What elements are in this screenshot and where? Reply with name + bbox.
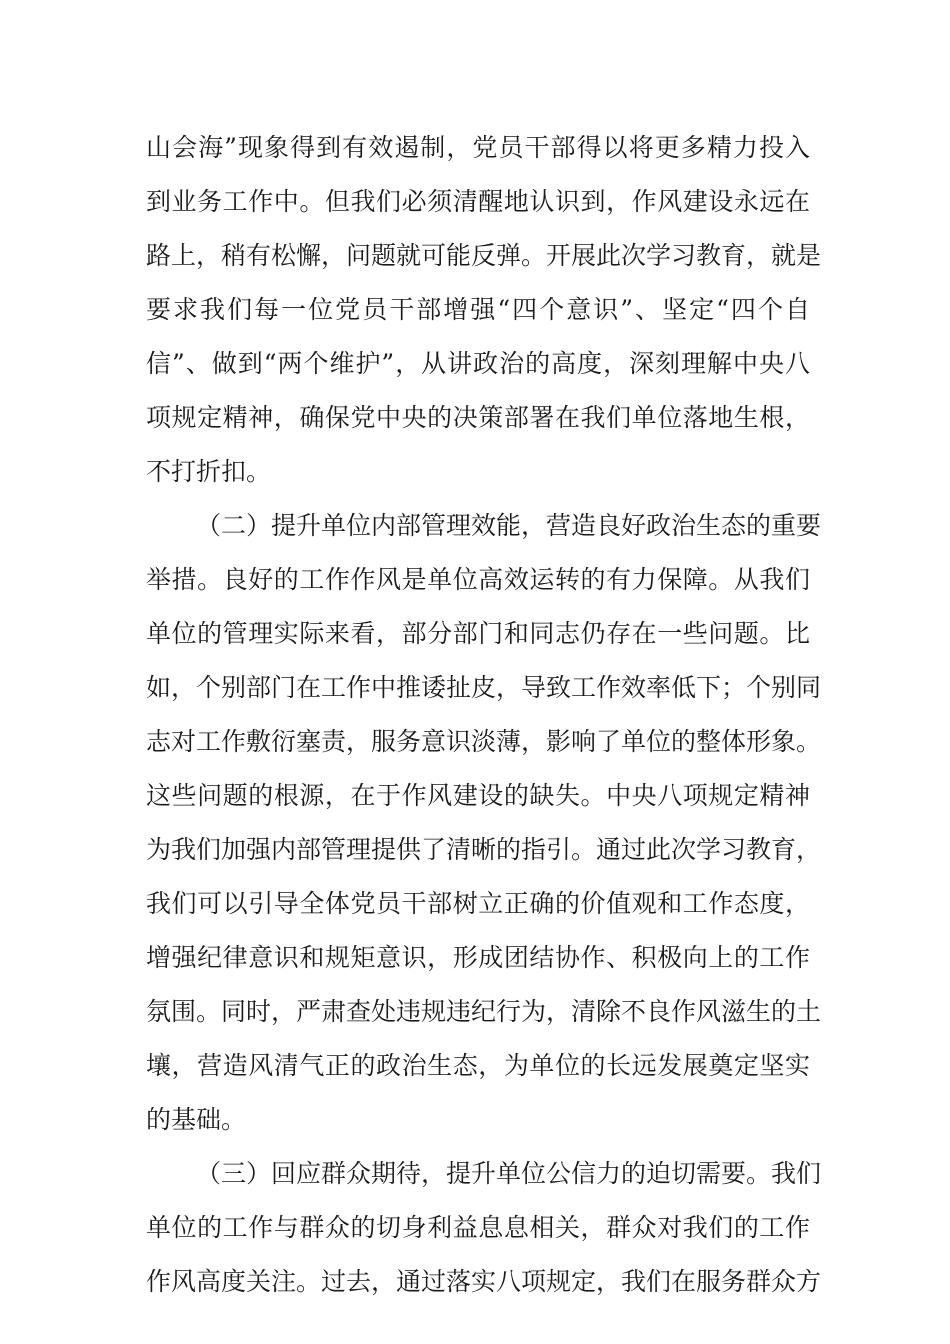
- text-line: 项规定精神，确保党中央的决策部署在我们单位落地生根，: [146, 403, 810, 432]
- body-text: [146, 128, 822, 1316]
- text-line: 如，个别部门在工作中推诿扯皮，导致工作效率低下；个别同: [146, 673, 822, 702]
- text-line: 氛围。同时，严肃查处违规违纪行为，清除不良作风滋生的土: [146, 997, 822, 1026]
- text-line: 增强纪律意识和规矩意识，形成团结协作、积极向上的工作: [146, 943, 810, 972]
- text-line: 信”、做到“两个维护”，从讲政治的高度，深刻理解中央八: [146, 349, 810, 378]
- section-heading-line: （二）提升单位内部管理效能，营造良好政治生态的重要: [196, 511, 822, 540]
- text-line: 壤，营造风清气正的政治生态，为单位的长远发展奠定坚实: [146, 1051, 810, 1080]
- text-line: 单位的工作与群众的切身利益息息相关，群众对我们的工作: [146, 1213, 810, 1242]
- text-line: 举措。良好的工作作风是单位高效运转的有力保障。从我们: [146, 565, 810, 594]
- text-line: 要求我们每一位党员干部增强“四个意识”、坚定“四个自: [146, 295, 810, 324]
- text-line: 的基础。: [146, 1105, 247, 1134]
- text-line: 我们可以引导全体党员干部树立正确的价值观和工作态度，: [146, 889, 810, 918]
- section-heading-line: （三）回应群众期待，提升单位公信力的迫切需要。我们: [196, 1159, 822, 1188]
- text-line: 山会海”现象得到有效遏制，党员干部得以将更多精力投入: [146, 133, 810, 162]
- text-line: 路上，稍有松懈，问题就可能反弹。开展此次学习教育，就是: [146, 241, 822, 270]
- text-line: 单位的管理实际来看，部分部门和同志仍存在一些问题。比: [146, 619, 810, 648]
- text-line: 到业务工作中。但我们必须清醒地认识到，作风建设永远在: [146, 187, 810, 216]
- text-line: 这些问题的根源，在于作风建设的缺失。中央八项规定精神: [146, 781, 810, 810]
- text-line: 作风高度关注。过去，通过落实八项规定，我们在服务群众方: [146, 1267, 822, 1296]
- text-line: 为我们加强内部管理提供了清晰的指引。通过此次学习教育，: [146, 835, 822, 864]
- text-line: 不打折扣。: [146, 457, 272, 486]
- text-line: 志对工作敷衍塞责，服务意识淡薄，影响了单位的整体形象。: [146, 727, 822, 756]
